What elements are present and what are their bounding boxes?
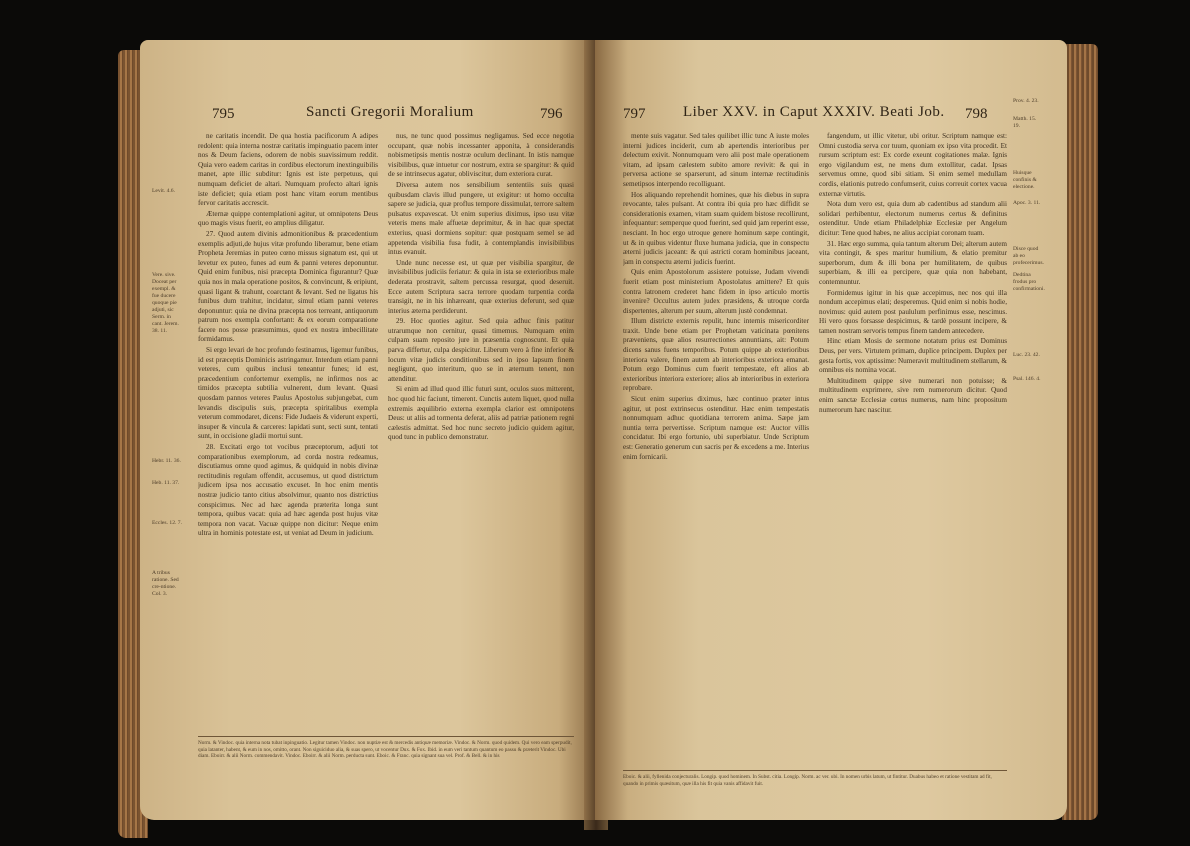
paragraph: Sicut enim superius diximus, hæc continuo præter intus agitur, ut post extrinsecus ostenditur. Hæc enim tempestatis nonnumquam adhuc quotidiana terrorem anima. Sæpe jam nuntia terra pervertisse. Scriptum namque est: Auctor villis concidatur. Ibi ergo fortunio, ubi superbiatur. Unde Scriptum est: Generatio generum cun sacris per & excedens a me. Interius enim fornicarii.: [623, 395, 809, 461]
margin-note: Vere. sive. Doceat per exempl. & fue ducere quoque pie adjuti, sic Serm. in cant. Jerem. 38. 11.: [152, 272, 179, 334]
margin-note: Matth. 15. 19.: [1013, 116, 1037, 129]
page-edges-right: [1062, 44, 1098, 820]
paragraph: Unde nunc necesse est, ut quæ per visibilia spargitur, de invisibilibus judiciis feriatur: & quia in ista se exterioribus male dederata prostravit, saltem percussa resurgat, quod deseruit. Ecce autem Scriptura sacra terrore quodam turpentia corda transigit, ne in his inhæreant, quæ exterius deferunt, sed quæ interius æterna perdiderunt.: [388, 258, 574, 315]
paragraph: Diversa autem nos sensibilium sententiis suis quasi quibusdam clavis illud pungere, ut exigitur: ut homo occulta sapere se judicia, quæ proflus tempore dissimulat, terrore saltem pulsatus expavescat. Ut enim superius diximus, ipso usu vitæ veteris mens male affuetæ deprimitur, & in hac quæ spectat exterius, quasi dormiens sopitur: quæ postquam semel se ad appetenda visibilia fusa fudit, à contemplandis invisibilibus intus evanuit.: [388, 180, 574, 257]
paragraph: mente suis vagatur. Sed tales quilibet illic tunc A iuste moles interni judices inciderit, cum ab apertendis interioribus per delectum exivit. Nonnumquam vero alii post male operationem vitam, ad ipsam cælestem subito amore revivit: & qui in perversa actione se sparserunt, ad sinum internæ rectitudinis semetipsos interpendo recolliguant.: [623, 132, 809, 188]
margin-note: Luc. 23. 42.: [1013, 352, 1040, 358]
left-column-2: [388, 132, 574, 820]
margin-note: Psal. 146. 4.: [1013, 376, 1041, 382]
margin-note: Heb. 11. 37.: [152, 480, 180, 486]
right-column-1: [623, 132, 809, 820]
left-page: [140, 40, 595, 820]
paragraph: 27. Quod autem divinis admonitionibus & præcedentium exemplis adjuti,de hujus vitæ profundo liberamur, bene etiam Propheta Jeremias in puteo cœno missus signatum est, qui ut levetur ex puteo, funes ad eum & panni veteres deponuntur. Quid enim funibus, nisi præcepta Dominica figurantur? Quæ quia nos in mala operatione positos, & convincunt, & eripiunt, quasi ligant & trahunt, coarctant & levant. Sed ne ligatus his funibus dum trahitur, incidatur, simul etiam panni veteres deponuntur: quia ne divina præcepta nos terreant, antiquorum patrum nos exempla confortant: & ex eorum comparatione facere nos posse præsumimus, quod ex nostra imbecillitate formidamus.: [198, 229, 378, 344]
margin-note: Eccles. 12. 7.: [152, 520, 182, 526]
paragraph: 31. Hæc ergo summa, quia tantum alterum Dei; alterum autem vita contingit, & spes maritur humilium, & elatio premitur superborum, dum & illi bona per humilitatem, de quibus superbiam, & illi ea percipere, quæ quia non habebant, contemnuntur.: [819, 239, 1007, 286]
paragraph: ne caritatis incendit. De qua hostia pacificorum A adipes redolent: quia interna nostræ caritatis impinguatio pacem inter nos & Deum faciens, odorem de nobis suavissimum reddit. Quia vero eadem caritas in cordibus electorum inextinguibilis manet, apte illic subditur: Ignis est iste perpetuus, qui numquam deficiet de altari. Numquam profecto altari ignis iste deficiet; quia etiam post hanc vitam eorum mentibus fervor caritatis accrescit.: [198, 132, 378, 208]
right-page: [595, 40, 1067, 820]
footnotes: Eboic. & alii, fyllenida conjecturalis. Longip. quod hominem. In Subst. citia. Longip. Norm. ac ver. ubi. In nomen urbis latum, ut fintitur. Duabus habeo et ratione vestitam ad fit, quando in primis quæsitum, quæ illa his fit quia vanis affidavit fuit.: [623, 774, 992, 787]
paragraph: Formidemus igitur in his quæ accepimus, nec nos qui illa nondum accepimus elati; desperemus. Quid enim si nobis hodie, novimus: quid autem post paululum perfinimus esse, nescimus. Hi vero quos forsasse despicimus, & tardè possunt incipere, & tamen nostram servoris tempus finem tandem antecedere.: [819, 288, 1007, 335]
right-page-number-797: 797: [623, 106, 646, 122]
footnote-rule: [623, 770, 1007, 771]
margin-note: Hebr. 11. 36.: [152, 458, 181, 464]
margin-note: Dedtina frodus pro confirmationi.: [1013, 272, 1045, 292]
paragraph: 29. Hoc quoties agitur. Sed quia adhuc finis patitur utrarumque non cernitur, quasi timemus. Numquam enim culpam suam reposito jure in præsentia cognoscunt. Et quia parva differtur, culpa despicitur. Liberum vero à fine inferior & locum vitæ judicis conditionibus sed in ipso lapsum finem negligunt, quo interitum, quo se in æternum tenent, non attenditur.: [388, 317, 574, 383]
margin-note: A tribus ratione. Sed cre-ntione. Col. 3.: [152, 570, 179, 597]
paragraph: nus, ne tunc quod possimus negligamus. Sed ecce negotia occupant, quæ nobis incessanter apponita, à considerandis nobismetipsis mentis nostræ oculum declinant. In istis namque visibilibus, quæ intuetur cor nostrum, extra se spargitur: & quid de se intrinsecus agatur, obliviscitur, dum exteriora curat.: [388, 132, 574, 179]
left-column-1: [198, 132, 378, 820]
right-running-head: Liber XXV. in Caput XXXIV. Beati Job.: [683, 104, 945, 120]
paragraph: Quis enim Apostolorum assistere potuisse, Judam vivendi fuerit etiam post ministerium Apostolatus amittere? Et quis contra latronem crederet hanc fidem in ipso articulo mortis invenire? Occultus autem judex præsidens, & utroque corda dispertentes, alterum per suum, alterum justè condemnat.: [623, 268, 809, 315]
paragraph: fangendum, ut illic vitetur, ubi oritur. Scriptum namque est: Omni custodia serva cor tuum, quoniam ex ipso vita procedit. Et rursum scriptum est: Ex corde exeunt cogitationes malæ. Ignis ergo vigilandum est, ne mens dum extollitur, cadat. Ipsas servemus omne, quod sibi sitiam. Si enim semel medullam cordis, elationis putredo confumserit, cuius correuit cortex vacua externæ virtutis.: [819, 132, 1007, 198]
paragraph: Multitudinem quippe sive numerari non potuisse; & multitudinem exprimere, sive rem numerorum dicitur. Quod enim sanctæ Ecclesiæ cœtus numerus, nam hinc propositum numerorum hæc nascitur.: [819, 376, 1007, 414]
paragraph: Si ergo levari de hoc profundo festinamus, ligemur funibus, id est præceptis Dominicis astringamur. Interdum etiam panni veteres, cum quibus inclusi teneantur funes; id est, præcedentium confortemur exemplis, ne infirmos nos ac timidos præcepta subtilia vulnerent, dum levant. Quasi quosdam pannos veteres Paulus Apostolus subjungebat, cum levandis discipulis suis, præcepta spiritalibus exempla veterum commodaret, dicens: Fide Judaeis & viderunt experti, insuper & vincula & carceres: lapidati sunt, secti sunt, tentati sunt, in occisione gladii mortui sunt.: [198, 346, 378, 441]
margin-note: Prov. 4. 23.: [1013, 98, 1039, 104]
left-page-number-796: 796: [540, 106, 563, 122]
left-running-head: Sancti Gregorii Moralium: [306, 104, 474, 120]
paragraph: Hinc etiam Mosis de sermone notatum prius est Dominus Deus, per vers. Virtutem primam, duplice principem. Duplex per gesta fortis, vox aptissime: Numeravit multitudinem stellarum, & omnibus eis nomina vocat.: [819, 337, 1007, 375]
margin-note: Levit. 4.6.: [152, 188, 175, 194]
left-page-number-795: 795: [212, 106, 235, 122]
right-page-number-798: 798: [965, 106, 988, 122]
margin-note: Huisque confinis & electione.: [1013, 170, 1037, 190]
paragraph: 28. Excitati ergo tot vocibus præceptorum, adjuti tot comparationibus exemplorum, ad corda nostra redeamus, discutiamus omne quod agimus, & quidquid in nobis divinæ rectitudinis regulam offendit, accusemus, ut quod districtum judicem ipsa nos accusatio excuset. In hoc enim mentis nostræ judicio tanto citius absolvimur, quanto nos districtius conspicimus. Nec ad hæc agenda præterita longa sunt tempora, quibus vacat: quia ad hæc agenda post hujus vitæ tempora non vacat. Vacuæ quippe non dicitur: Neque enim ultra in hominis potestate est, ut veniat ad Deum in judicium.: [198, 443, 378, 538]
margin-note: Apoc. 3. 11.: [1013, 200, 1041, 206]
paragraph: Nota dum vero est, quia dum ab cadentibus ad standum alii solidari perhibentur, electorum numerus certus & definitus ostenditur. Unde etiam Philadelphiæ Ecclesiæ per Angelum dicitur: Tene quod habes, ne alius accipiat coronam tuam.: [819, 200, 1007, 237]
paragraph: Si enim ad illud quod illic futuri sunt, oculos suos mitterent, hoc quod hic faciunt, timerent. Cunctis autem liquet, quod nulla extremis æquilibrio externa exempla clarior est omnipotens Deus: ut aliis ad tormenta deferat, aliis ad patriæ pationem regni cælestis admittat. Sed hoc nunc secreto judicio quidem agitur, quod tunc in publico demonstratur.: [388, 385, 574, 442]
paragraph: Æternæ quippe contemplationi agitur, ut omnipotens Deus quo magis visus fuerit, eo amplius diligatur.: [198, 209, 378, 228]
paragraph: Hos aliquando reprehendit homines, quæ his diebus in supra revocante, tales pulsant. At contra ibi quia pro hæc diffidit se considerationis examen, vitam suam quidem bistose recollirunt, infequantur: semperque quod fuerint, sed quid jam reperint esse, nesciant. In hoc ergo utroque genere hominum sæpe contingit, ut & in quibus videntur fluxe humana judicia, que in conspectu æterni judicis jaceant: & qui astricti coram hominibus jaceant, jam in conspectu æterni judicis fuerint.: [623, 190, 809, 266]
margin-note: Disce quod ab eo profecerimus.: [1013, 246, 1044, 266]
footnotes: Norm. & Vindoc. quia interna nota tubat inpinguatio. Legitur tamen Vindoc. non nuptiæ est & mercedis antiquæ memoriæ. Vindoc. & Norm. quod quidem. Qui vero eam sperpudit, quia latanter, habent, & eum in nos, omitto, orant. Non siguiciduo alia, & suas spero, ut vocentur Dux. & Fox. Ibid. in eum veri tantum quantum eo passu & præterit Vindoc. Ubi diam. Eboirr. & alii Norm. commendavit. Vindoc. Eboirr. & alii Norm. perducta sunt. Eboic. & Franc. quia signant sua vel. Prof. & Bell. & in his: [198, 740, 572, 760]
footnote-rule: [198, 736, 574, 737]
right-column-2: [819, 132, 1007, 820]
paragraph: Illum districte externis repulit, hunc internis misericorditer traxit. Unde bene etiam per Prophetam vaticinata pœnitens præveniens, quæ alios resurrectiones annuntians, ait: Potum dicens sanus fuens temporibus. Potum quippe ab exterioribus interiora valere, finem autem ab interioribus exteriora emanat. Potum ergo Dominus cum fuerit tempestate, eft alios ab exterioribus interiora exteriore; alios ab interioribus in exteriora reprobare.: [623, 317, 809, 393]
